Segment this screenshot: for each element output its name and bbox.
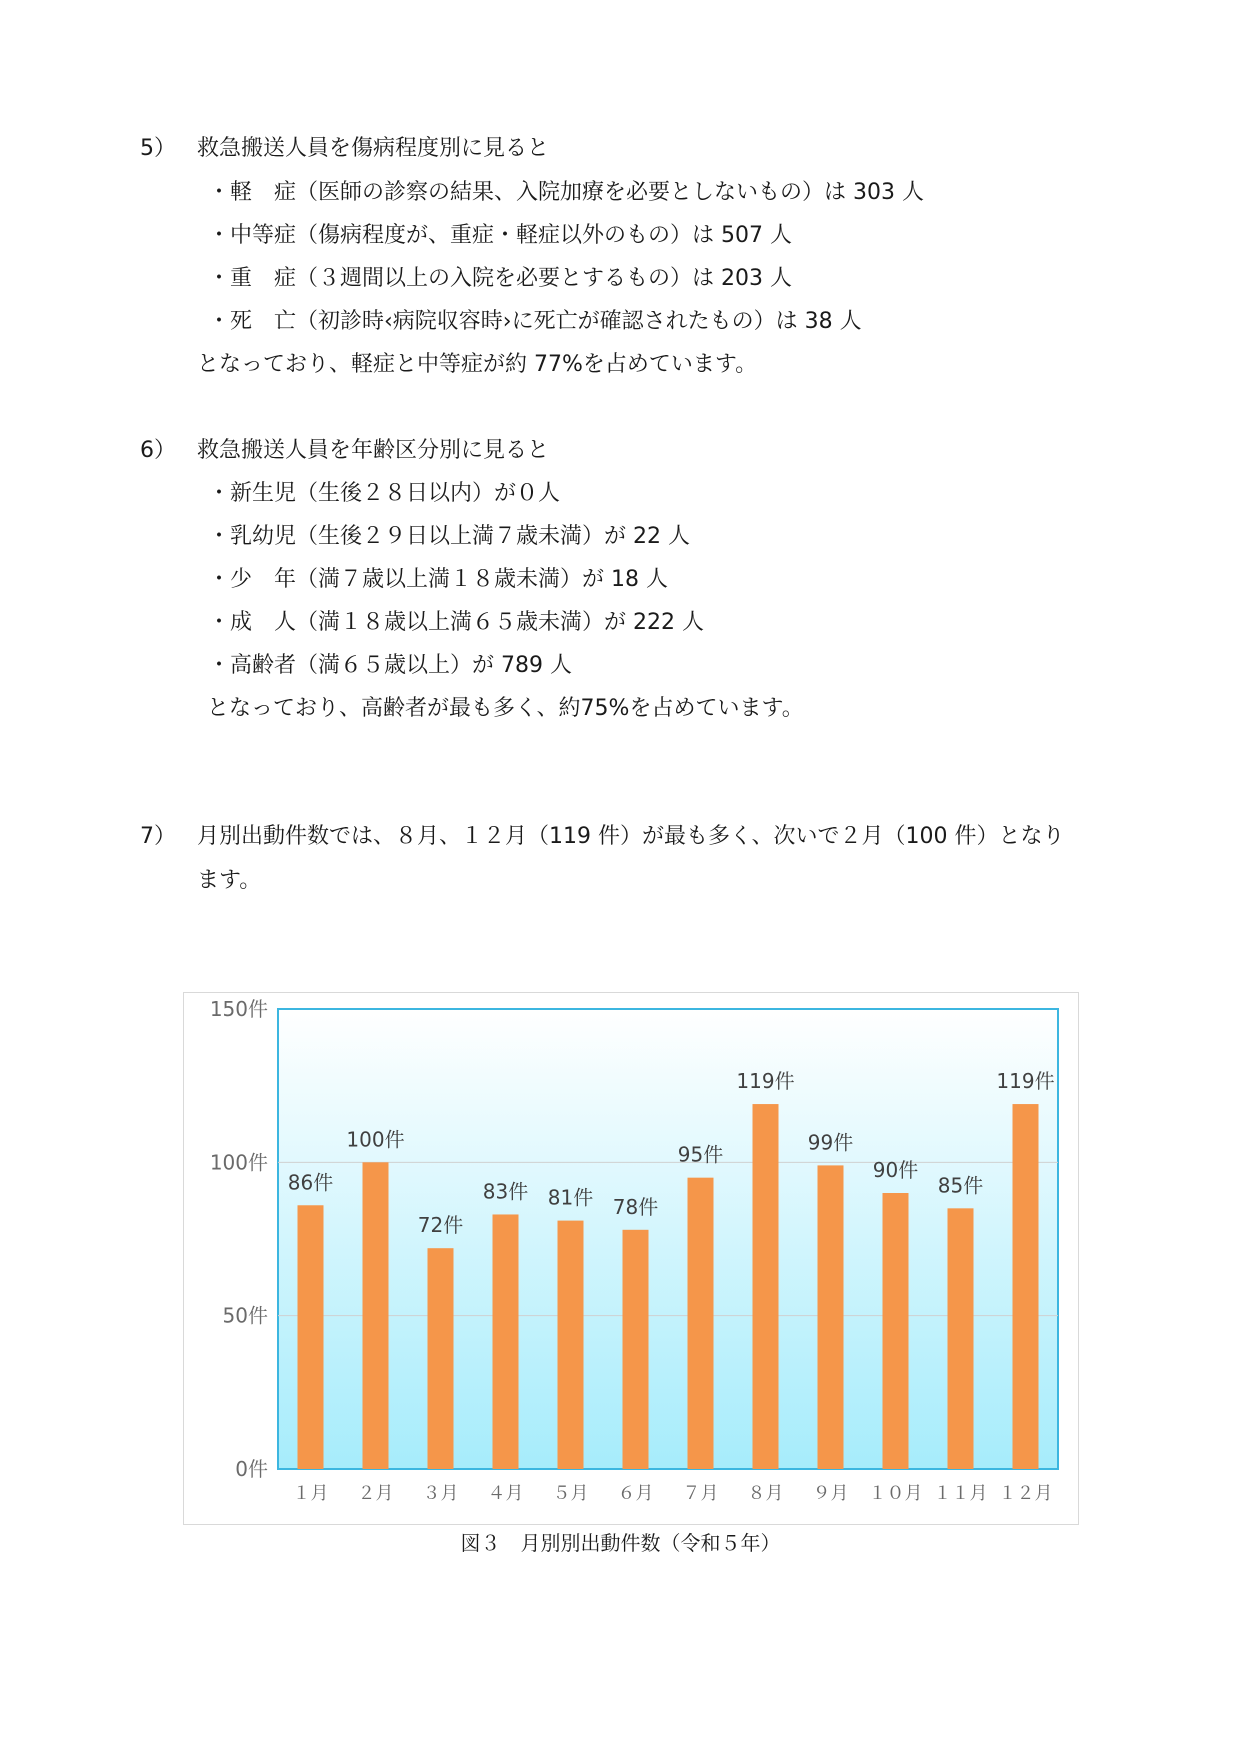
x-tick-label: １月	[292, 1483, 329, 1504]
bar	[363, 1162, 389, 1469]
bar	[558, 1221, 584, 1469]
data-label: 95件	[677, 1142, 724, 1167]
x-tick-label: ４月	[487, 1483, 524, 1504]
data-label: 81件	[547, 1185, 594, 1210]
x-tick-label: ７月	[682, 1483, 719, 1504]
chart-frame	[183, 992, 1079, 1525]
section6-heading: 救急搬送人員を年齢区分別に見ると	[197, 438, 550, 463]
section5-number: 5）	[140, 136, 176, 161]
y-tick-label: 50件	[222, 1303, 268, 1328]
bar	[298, 1205, 324, 1469]
x-tick-label: ３月	[422, 1483, 459, 1504]
bar	[493, 1214, 519, 1469]
data-label: 90件	[872, 1158, 919, 1182]
bar	[688, 1178, 714, 1469]
section6-item: ・乳幼児（生後２９日以上満７歳未満）が 22 人	[208, 524, 690, 549]
section5-item: ・重 症（３週間以上の入院を必要とするもの）は 203 人	[208, 266, 792, 291]
monthly-dispatch-chart	[184, 993, 1078, 1524]
data-label: 86件	[287, 1170, 334, 1195]
y-tick-label: 0件	[235, 1457, 268, 1481]
plot-area	[278, 1009, 1058, 1469]
bar	[948, 1208, 974, 1469]
data-label: 99件	[807, 1130, 854, 1155]
section6-item: ・成 人（満１８歳以上満６５歳未満）が 222 人	[208, 610, 704, 635]
section6-summary: となっており、高齢者が最も多く、約75%を占めています。	[207, 696, 804, 721]
bar	[883, 1193, 909, 1469]
section5-heading: 救急搬送人員を傷病程度別に見ると	[197, 136, 550, 161]
section7-line1: 月別出動件数では、８月、１２月（119 件）が最も多く、次いで２月（100 件）となり	[197, 824, 1065, 849]
data-label: 83件	[482, 1179, 529, 1204]
y-tick-label: 100件	[209, 1150, 268, 1175]
section5-item: ・軽 症（医師の診察の結果、入院加療を必要としないもの）は 303 人	[208, 180, 924, 205]
bar	[753, 1104, 779, 1469]
x-tick-label: １１月	[933, 1483, 988, 1504]
y-tick-label: 150件	[209, 997, 268, 1021]
section6-item: ・高齢者（満６５歳以上）が 789 人	[208, 653, 572, 678]
data-label: 119件	[996, 1069, 1055, 1094]
data-label: 100件	[346, 1127, 405, 1152]
x-tick-label: ５月	[552, 1483, 589, 1504]
bar	[1013, 1104, 1039, 1469]
x-tick-label: ６月	[617, 1483, 654, 1504]
figure-caption: 図３ 月別別出動件数（令和５年）	[460, 1531, 781, 1555]
section6-item: ・少 年（満７歳以上満１８歳未満）が 18 人	[208, 567, 668, 592]
x-tick-label: ２月	[357, 1483, 394, 1504]
section5-summary: となっており、軽症と中等症が約 77%を占めています。	[197, 352, 758, 377]
x-tick-label: １０月	[868, 1483, 923, 1504]
section6-number: 6）	[140, 438, 176, 463]
data-label: 85件	[937, 1173, 984, 1198]
data-label: 119件	[736, 1069, 795, 1094]
data-label: 78件	[612, 1194, 659, 1219]
x-tick-label: ８月	[747, 1483, 784, 1504]
bar	[818, 1165, 844, 1469]
x-tick-label: ９月	[812, 1483, 849, 1504]
bar	[623, 1230, 649, 1469]
section7-line2: ます。	[197, 868, 262, 893]
section7-number: 7）	[140, 824, 176, 849]
section5-item: ・死 亡（初診時‹病院収容時›に死亡が確認されたもの）は 38 人	[208, 309, 862, 334]
section5-item: ・中等症（傷病程度が、重症・軽症以外のもの）は 507 人	[208, 223, 792, 248]
bar	[428, 1248, 454, 1469]
x-tick-label: １２月	[998, 1483, 1053, 1504]
section6-item: ・新生児（生後２８日以内）が０人	[208, 481, 561, 506]
data-label: 72件	[417, 1213, 464, 1238]
